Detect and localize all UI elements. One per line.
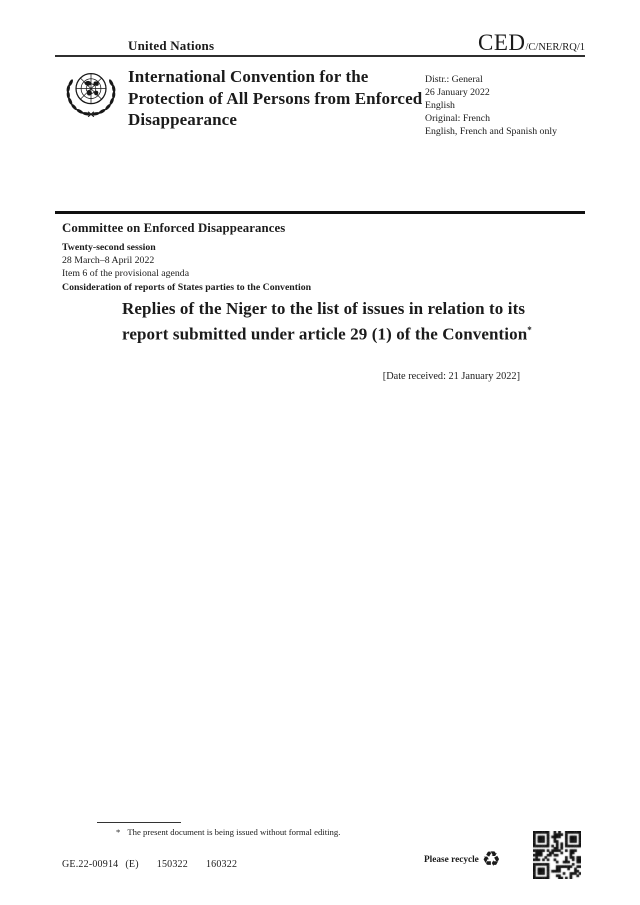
ge-number: GE.22-00914: [62, 859, 119, 870]
recycle-icon: ♻: [481, 847, 501, 871]
document-reference-line: [62, 859, 237, 870]
session-dates: 28 March–8 April 2022: [62, 255, 155, 267]
committee-name: Committee on Enforced Disappearances: [62, 221, 286, 235]
meta-language: English: [425, 99, 455, 111]
meta-languages-only: English, French and Spanish only: [425, 125, 557, 137]
footnote-separator: [97, 822, 181, 823]
meta-original: Original: French: [425, 112, 491, 124]
meta-date: 26 January 2022: [425, 86, 490, 98]
document-symbol: [478, 31, 585, 54]
date-received: [Date received: 21 January 2022]: [382, 371, 520, 382]
session-title: Twenty-second session: [62, 242, 156, 253]
un-emblem-icon: [62, 64, 120, 122]
section-divider-rule: [55, 211, 585, 214]
print-code-2: 160322: [205, 859, 238, 870]
document-title-text: Replies of the Niger to the list of issues in relation to its report submitted under article 29 (1) of the Convention: [122, 299, 528, 344]
convention-title: International Convention for the Protection of All Persons from Enforced Disappearance: [128, 67, 423, 129]
document-title: [122, 298, 562, 345]
recycle-label: Please recycle: [424, 854, 479, 865]
recycle-notice: [424, 849, 501, 870]
distribution-meta: [425, 74, 595, 139]
footnote-body: The present document is being issued without formal editing.: [127, 827, 341, 837]
document-symbol-suffix: /C/NER/RQ/1: [525, 42, 585, 53]
edition-code: (E): [125, 859, 139, 870]
meta-distr: Distr.: General: [425, 74, 483, 85]
print-code-1: 150322: [156, 859, 188, 870]
footnote-text: [97, 827, 517, 837]
page-header: [55, 30, 585, 57]
agenda-item: Item 6 of the provisional agenda: [62, 268, 190, 280]
org-name: United Nations: [128, 38, 215, 53]
footnote-block: [97, 822, 517, 837]
qr-code: [533, 831, 581, 879]
footnote-marker: *: [116, 827, 121, 837]
session-block: [62, 221, 585, 294]
agenda-subject: Consideration of reports of States parties to the Convention: [62, 281, 312, 293]
title-footnote-marker: *: [527, 324, 532, 335]
document-symbol-main: CED: [477, 30, 526, 55]
